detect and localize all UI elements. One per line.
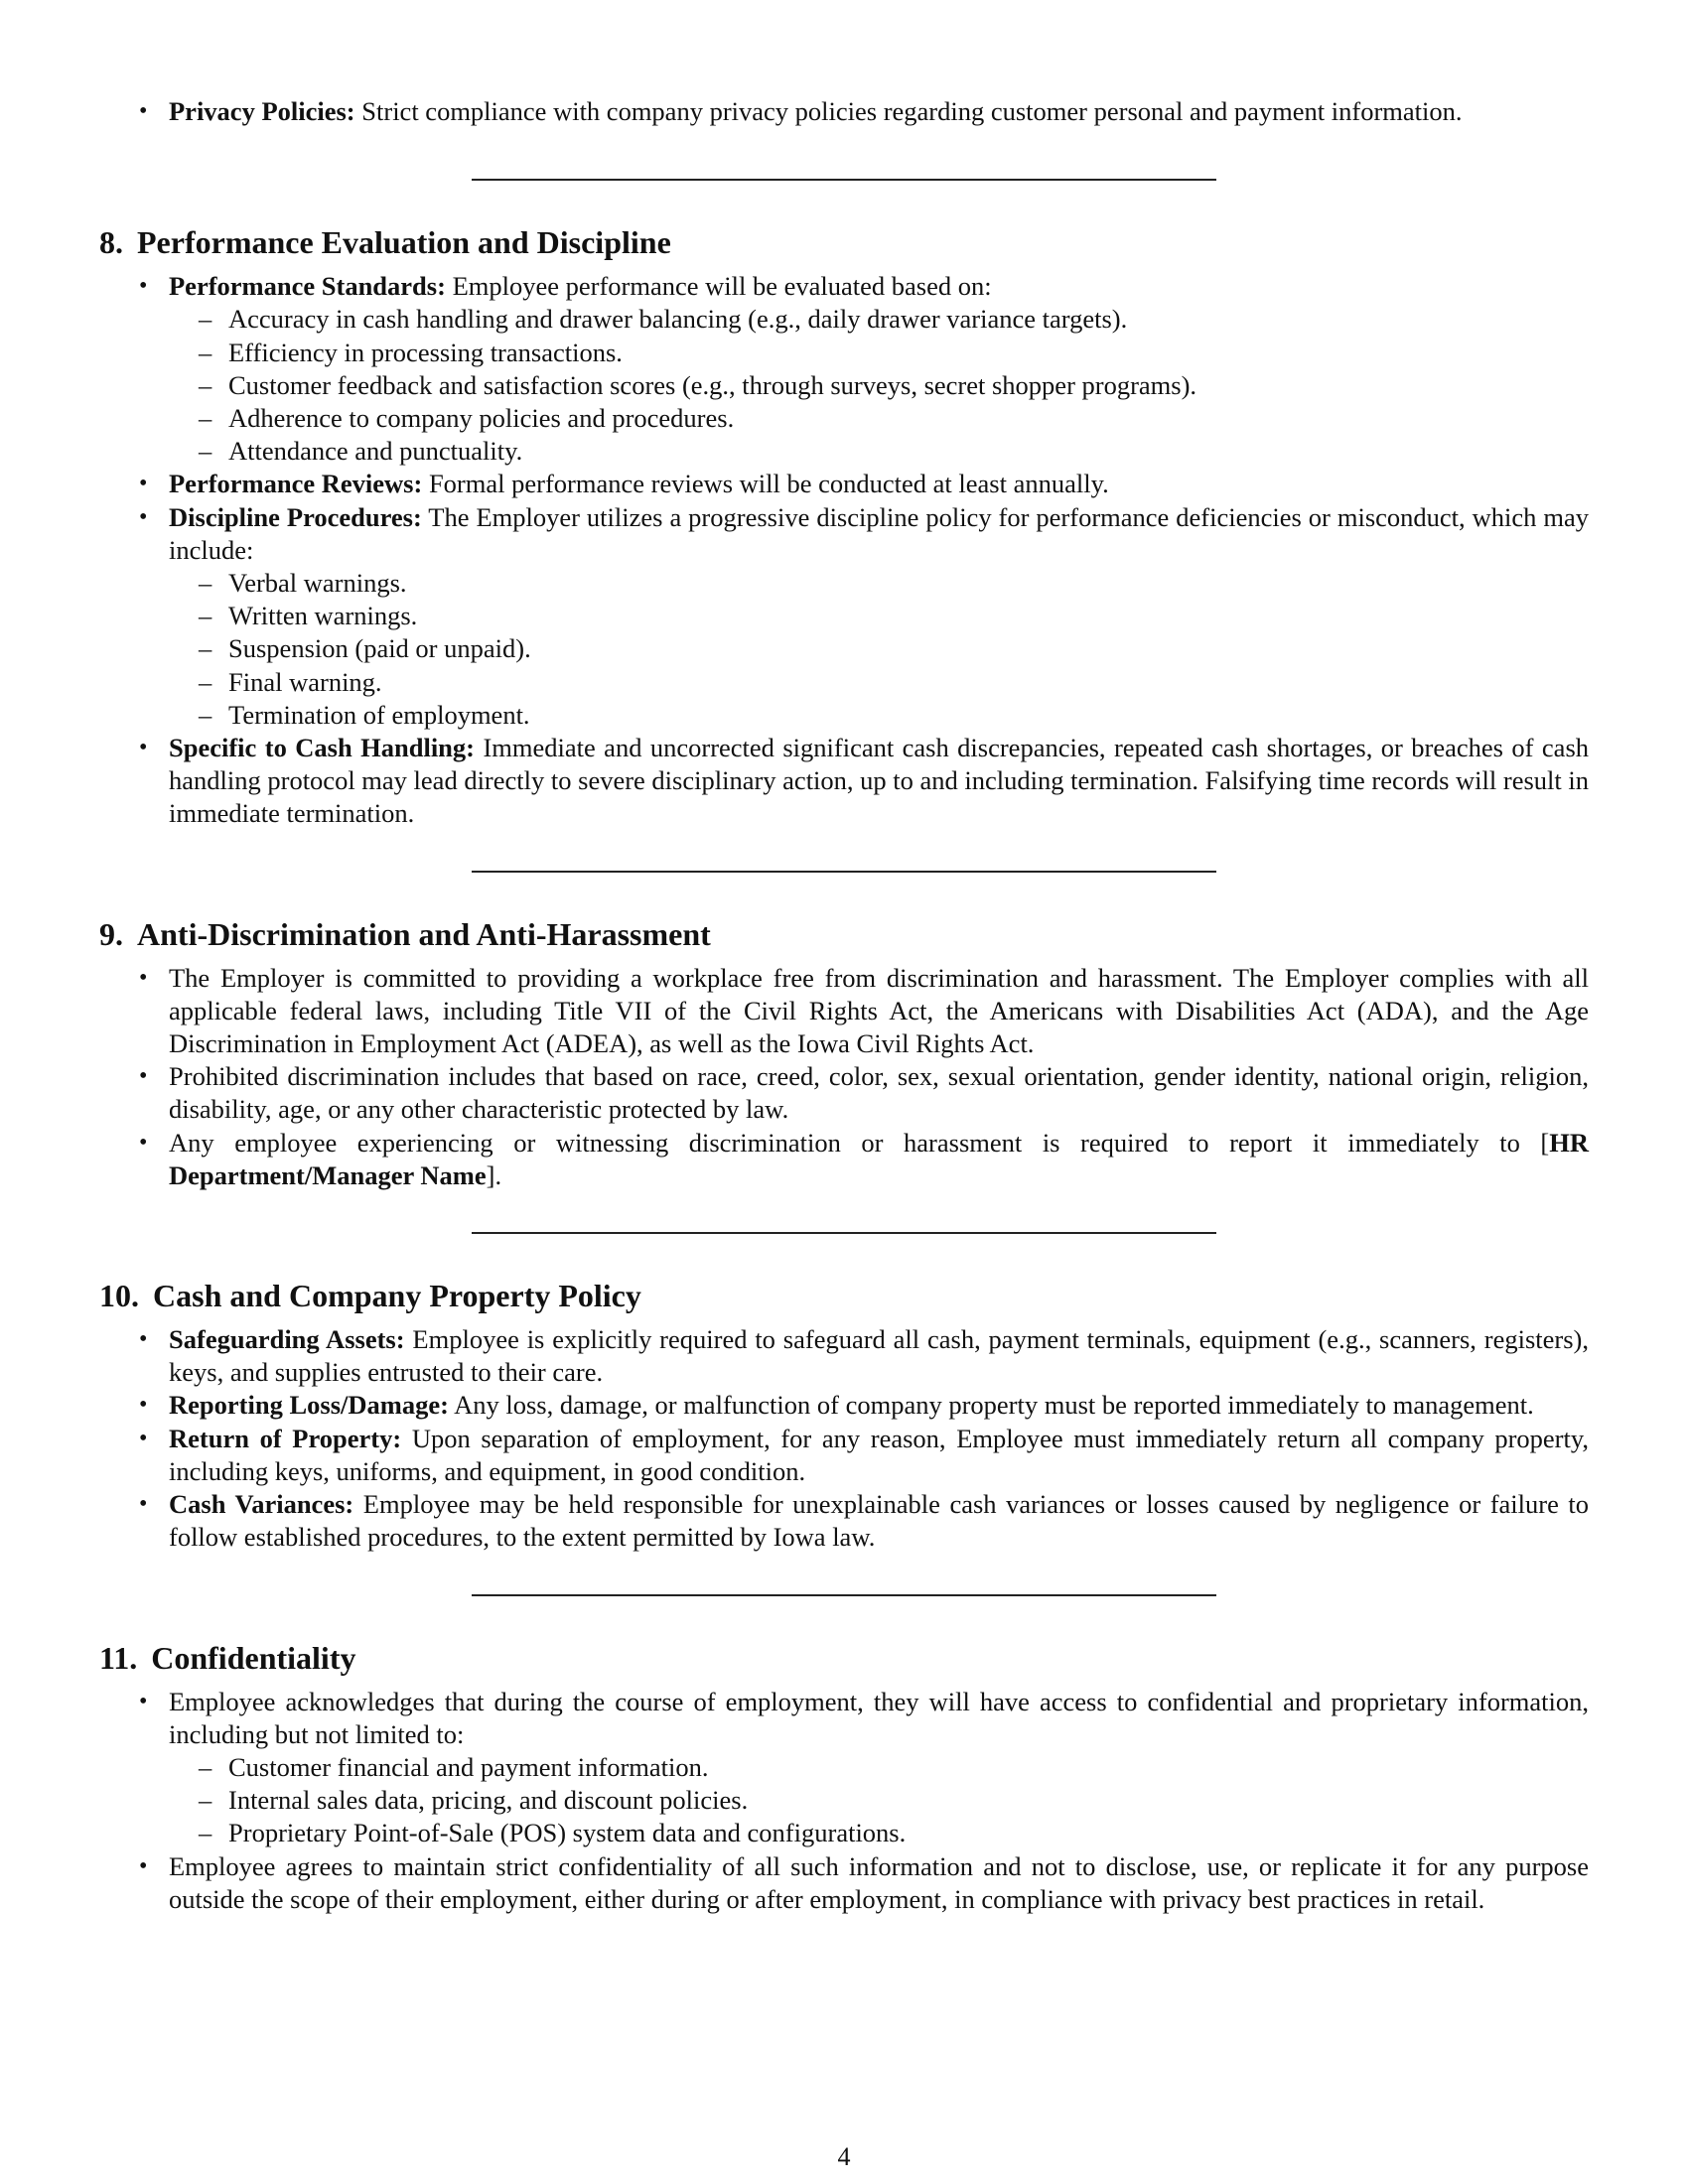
item-text: Immediate and uncorrected significant cash discrepancies, repeated cash shortages, or breaches of cash handling protocol may lead directly to severe disciplinary action, up to and including termination. Falsifying time records will result in immediate termination. bbox=[169, 733, 1590, 829]
item-label: Reporting Loss/Damage: bbox=[169, 1390, 449, 1421]
list-item bbox=[99, 732, 1589, 831]
sub-list-item: – Written warnings. bbox=[169, 600, 1589, 632]
sub-list-item: – Customer financial and payment information. bbox=[169, 1751, 1589, 1784]
sub-list-item: – Suspension (paid or unpaid). bbox=[169, 632, 1589, 665]
sub-list-item: – Final warning. bbox=[169, 666, 1589, 699]
item-label: Discipline Procedures: bbox=[169, 501, 422, 532]
document-page bbox=[99, 95, 1589, 1916]
item-label: Specific to Cash Handling: bbox=[169, 733, 475, 763]
list-item bbox=[99, 95, 1589, 128]
item-text: Formal performance reviews will be conducted at least annually. bbox=[428, 469, 1109, 499]
sub-list-item: – Adherence to company policies and procedures. bbox=[169, 402, 1589, 435]
section-title: Performance Evaluation and Discipline bbox=[137, 224, 671, 261]
list-item bbox=[99, 270, 1589, 468]
section-heading-10 bbox=[99, 1276, 1589, 1315]
item-label: Performance Standards: bbox=[169, 271, 446, 302]
sub-list-item: – Proprietary Point-of-Sale (POS) system data and configurations. bbox=[169, 1817, 1589, 1849]
section-8-list bbox=[99, 270, 1589, 830]
section-9-list bbox=[99, 962, 1589, 1192]
list-item bbox=[99, 1323, 1589, 1389]
item-text: Employee acknowledges that during the course of employment, they will have access to confidential and proprietary information, including but not limited to: bbox=[169, 1686, 1589, 1749]
list-item bbox=[99, 501, 1589, 732]
item-label: Performance Reviews: bbox=[169, 469, 423, 499]
item-text: Any employee experiencing or witnessing discrimination or harassment is required to report it immediately to [ bbox=[169, 1127, 1550, 1158]
section-heading-8 bbox=[99, 222, 1589, 262]
sub-list bbox=[169, 1751, 1589, 1850]
placeholder-hr-contact: HR Department/Manager Name bbox=[169, 1127, 1589, 1190]
item-text: ]. bbox=[486, 1160, 502, 1190]
section-heading-11 bbox=[99, 1638, 1589, 1678]
list-item bbox=[99, 1686, 1589, 1850]
section-divider bbox=[472, 1232, 1216, 1234]
item-label: Privacy Policies: bbox=[169, 96, 355, 126]
section-title: Anti-Discrimination and Anti-Harassment bbox=[137, 915, 711, 952]
sub-list bbox=[169, 303, 1589, 468]
section-11-list bbox=[99, 1686, 1589, 1916]
sub-list-item: – Customer feedback and satisfaction scores (e.g., through surveys, secret shopper programs). bbox=[169, 369, 1589, 402]
section-number: 11. bbox=[99, 1639, 138, 1676]
item-text: Employee may be held responsible for unexplainable cash variances or losses caused by negligence or failure to follow established procedures, to the extent permitted by Iowa law. bbox=[169, 1489, 1589, 1553]
list-item bbox=[99, 1127, 1589, 1192]
item-text: Employee is explicitly required to safeguard all cash, payment terminals, equipment (e.g., scanners, registers), keys, and supplies entrusted to their care. bbox=[169, 1324, 1589, 1388]
item-text: Upon separation of employment, for any reason, Employee must immediately return all company property, including keys, uniforms, and equipment, in good condition. bbox=[169, 1423, 1590, 1486]
section-number: 9. bbox=[99, 915, 123, 952]
privacy-list bbox=[99, 95, 1589, 128]
sub-list-item: – Termination of employment. bbox=[169, 699, 1589, 732]
section-divider bbox=[472, 1594, 1216, 1596]
section-number: 8. bbox=[99, 224, 123, 261]
item-text: The Employer utilizes a progressive discipline policy for performance deficiencies or misconduct, which may include: bbox=[169, 501, 1589, 565]
section-10-list bbox=[99, 1323, 1589, 1554]
section-title: Cash and Company Property Policy bbox=[153, 1278, 641, 1314]
sub-list bbox=[169, 567, 1589, 732]
item-text: Employee performance will be evaluated based on: bbox=[452, 271, 992, 302]
sub-list-item: – Attendance and punctuality. bbox=[169, 435, 1589, 468]
item-text: Strict compliance with company privacy policies regarding customer personal and payment information. bbox=[361, 96, 1463, 126]
sub-list-item: – Internal sales data, pricing, and discount policies. bbox=[169, 1784, 1589, 1817]
list-item: • The Employer is committed to providing a workplace free from discrimination and harassment. The Employer complies with all applicable federal laws, including Title VII of the Civil Rights Act, the Americans with Disabilities Act (ADA), and the Age Discrimination in Employment Act (ADEA), as well as the Iowa Civil Rights Act. bbox=[99, 962, 1589, 1061]
section-number: 10. bbox=[99, 1278, 139, 1314]
sub-list-item: – Efficiency in processing transactions. bbox=[169, 337, 1589, 369]
list-item: • Employee agrees to maintain strict confidentiality of all such information and not to disclose, use, or replicate it for any purpose outside the scope of their employment, either during or after employment, in compliance with privacy best practices in retail. bbox=[99, 1850, 1589, 1916]
list-item: • Prohibited discrimination includes that based on race, creed, color, sex, sexual orientation, gender identity, national origin, religion, disability, age, or any other characteristic protected by law. bbox=[99, 1060, 1589, 1126]
item-text: Any loss, damage, or malfunction of company property must be reported immediately to management. bbox=[454, 1390, 1534, 1421]
item-label: Safeguarding Assets: bbox=[169, 1324, 405, 1355]
section-heading-9 bbox=[99, 914, 1589, 954]
list-item bbox=[99, 1488, 1589, 1554]
section-divider bbox=[472, 871, 1216, 873]
sub-list-item: – Accuracy in cash handling and drawer balancing (e.g., daily drawer variance targets). bbox=[169, 303, 1589, 336]
page-number: 4 bbox=[837, 2142, 851, 2171]
list-item bbox=[99, 1423, 1589, 1488]
sub-list-item: – Verbal warnings. bbox=[169, 567, 1589, 600]
item-label: Return of Property: bbox=[169, 1423, 402, 1453]
item-label: Cash Variances: bbox=[169, 1489, 354, 1520]
section-divider bbox=[472, 179, 1216, 181]
list-item bbox=[99, 1389, 1589, 1422]
section-title: Confidentiality bbox=[151, 1639, 356, 1676]
list-item bbox=[99, 468, 1589, 500]
